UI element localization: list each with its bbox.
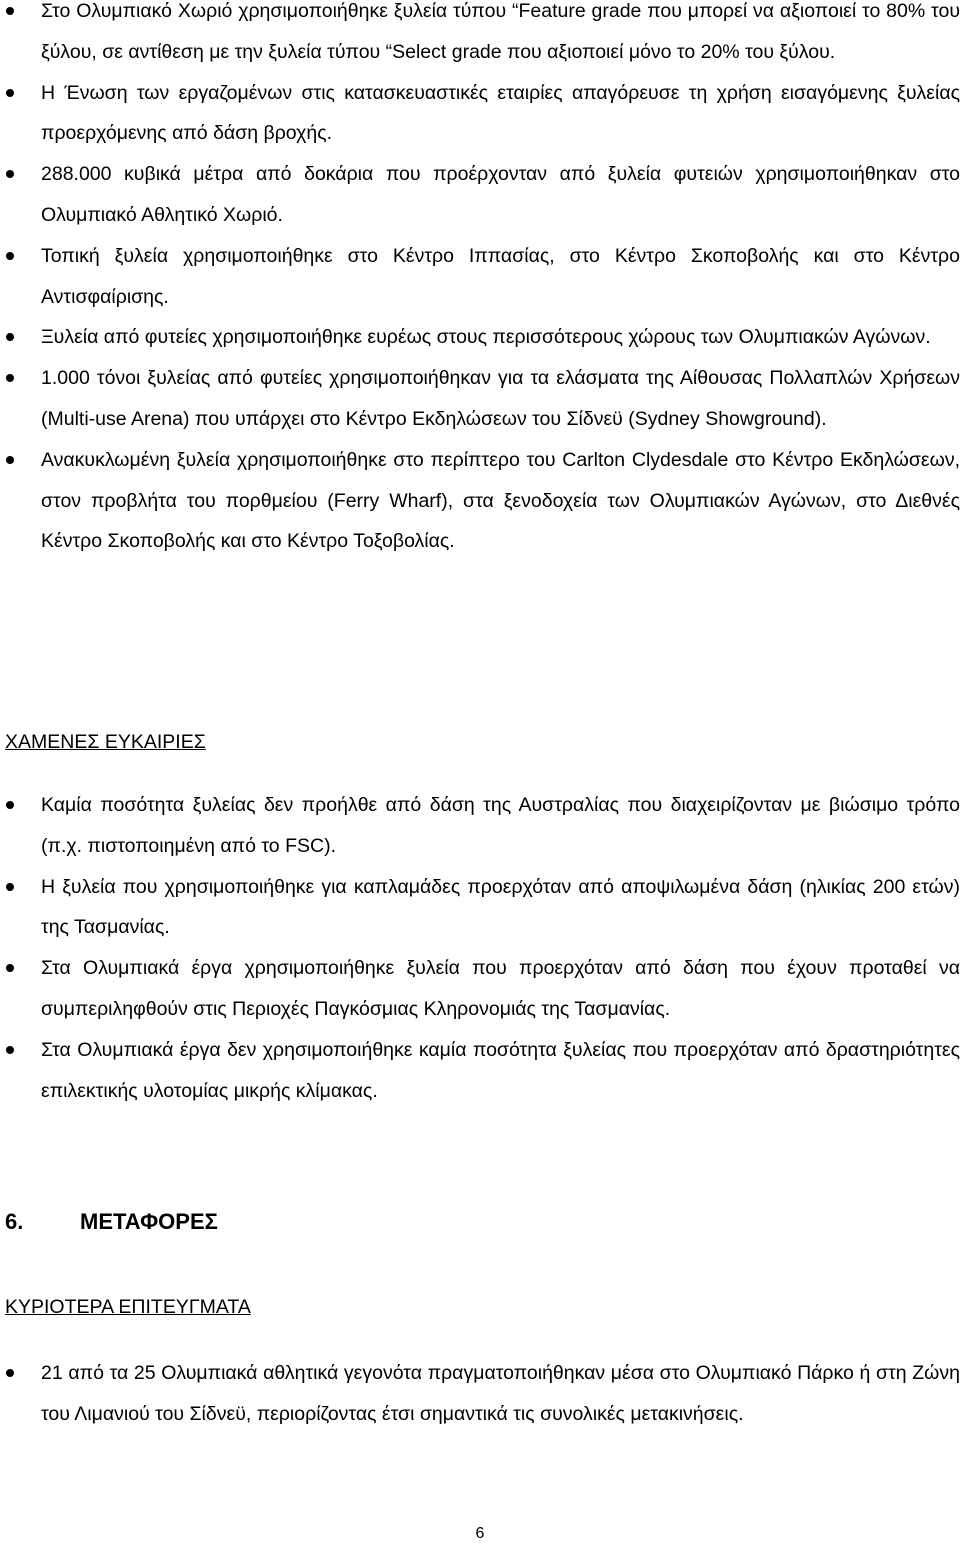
bullet-icon xyxy=(6,89,14,97)
list-item xyxy=(0,440,960,562)
section-number: 6. xyxy=(5,1209,24,1234)
bullet-icon xyxy=(6,964,14,972)
list-item-text: Ανακυκλωμένη ξυλεία χρησιμοποιήθηκε στο περίπτερο του Carlton Clydesdale στο Κέντρο Εκδηλώσεων, στον προβλήτα του πορθμείου (Ferry Wharf), στα ξενοδοχεία των Ολυμπιακών Αγώνων, στο Διεθνές Κέντρο Σκοποβολής και στο Κέντρο Τοξοβολίας. xyxy=(41,448,960,553)
list-item-text: 21 από τα 25 Ολυμπιακά αθλητικά γεγονότα πραγματοποιήθηκαν μέσα στο Ολυμπιακό Πάρκο ή στη Ζώνη του Λιμανιού του Σίδνεϋ, περιορίζοντας έτσι σημαντικά τις συνολικές μετακινήσεις. xyxy=(41,1362,960,1425)
list-item-text: Τοπική ξυλεία χρησιμοποιήθηκε στο Κέντρο Ιππασίας, στο Κέντρο Σκοποβολής και στο Κέντρο Αντισφαίρισης. xyxy=(41,244,960,308)
bullet-list-wood-usage xyxy=(0,0,960,562)
list-item xyxy=(0,236,960,318)
bullet-icon xyxy=(6,7,14,15)
list-item xyxy=(0,0,960,73)
section-title xyxy=(5,1208,218,1236)
list-item-text: Η ξυλεία που χρησιμοποιήθηκε για καπλαμάδες προερχόταν από αποψιλωμένα δάση (ηλικίας 200 ετών) της Τασμανίας. xyxy=(41,875,960,939)
bullet-icon xyxy=(6,374,14,382)
list-item-text: 1.000 τόνοι ξυλείας από φυτείες χρησιμοποιήθηκαν για τα ελάσματα της Αίθουσας Πολλαπλών Χρήσεων (Multi-use Arena) που υπάρχει στο Κέντρο Εκδηλώσεων του Σίδνεϋ (Sydney Showground). xyxy=(41,367,960,430)
list-item xyxy=(0,317,960,358)
bullet-icon xyxy=(6,1046,14,1054)
list-item-text: Η Ένωση των εργαζομένων στις κατασκευαστικές εταιρίες απαγόρευσε τη χρήση εισαγόμενης ξυλείας προερχόμενης από δάση βροχής. xyxy=(41,81,960,145)
bullet-icon xyxy=(6,1369,14,1377)
bullet-icon xyxy=(6,333,14,341)
bullet-icon xyxy=(6,170,14,178)
page-number: 6 xyxy=(475,1525,485,1542)
heading-main-achievements: ΚΥΡΙΟΤΕΡΑ ΕΠΙΤΕΥΓΜΑΤΑ xyxy=(5,1296,251,1318)
heading-missed-opportunities: ΧΑΜΕΝΕΣ ΕΥΚΑΙΡΙΕΣ xyxy=(5,731,206,753)
list-item xyxy=(0,1030,960,1112)
list-item-text: Ξυλεία από φυτείες χρησιμοποιήθηκε ευρέως στους περισσότερους χώρους των Ολυμπιακών Αγώνων. xyxy=(41,326,931,349)
list-item xyxy=(0,73,960,155)
list-item-text: Καμία ποσότητα ξυλείας δεν προήλθε από δάση της Αυστραλίας που διαχειρίζονταν με βιώσιμο τρόπο (π.χ. πιστοποιημένη από το FSC). xyxy=(41,794,960,857)
bullet-icon xyxy=(6,883,14,891)
list-item-text: Στα Ολυμπιακά έργα χρησιμοποιήθηκε ξυλεία που προερχόταν από δάση που έχουν προταθεί να συμπεριληφθούν στις Περιοχές Παγκόσμιας Κληρονομιάς της Τασμανίας. xyxy=(41,957,960,1020)
list-item-text: 288.000 κυβικά μέτρα από δοκάρια που προέρχονταν από ξυλεία φυτειών χρησιμοποιήθηκαν στο Ολυμπιακό Αθλητικό Χωριό. xyxy=(41,163,960,226)
list-item xyxy=(0,1353,960,1435)
bullet-list-achievements xyxy=(0,1353,960,1435)
list-item xyxy=(0,785,960,867)
list-item xyxy=(0,358,960,440)
list-item xyxy=(0,154,960,236)
list-item xyxy=(0,867,960,949)
section-title-text: ΜΕΤΑΦΟΡΕΣ xyxy=(80,1209,218,1234)
bullet-icon xyxy=(6,252,14,260)
bullet-icon xyxy=(6,801,14,809)
bullet-list-missed-opportunities xyxy=(0,785,960,1111)
list-item-text: Στο Ολυμπιακό Χωριό χρησιμοποιήθηκε ξυλεία τύπου “Feature grade που μπορεί να αξιοποιεί το 80% του ξύλου, σε αντίθεση με την ξυλεία τύπου “Select grade που αξιοποιεί μόνο το 20% του ξύλου. xyxy=(41,0,960,63)
bullet-icon xyxy=(6,456,14,464)
list-item xyxy=(0,948,960,1030)
list-item-text: Στα Ολυμπιακά έργα δεν χρησιμοποιήθηκε καμία ποσότητα ξυλείας που προερχόταν από δραστηριότητες επιλεκτικής υλοτομίας μικρής κλίμακας. xyxy=(41,1038,960,1102)
